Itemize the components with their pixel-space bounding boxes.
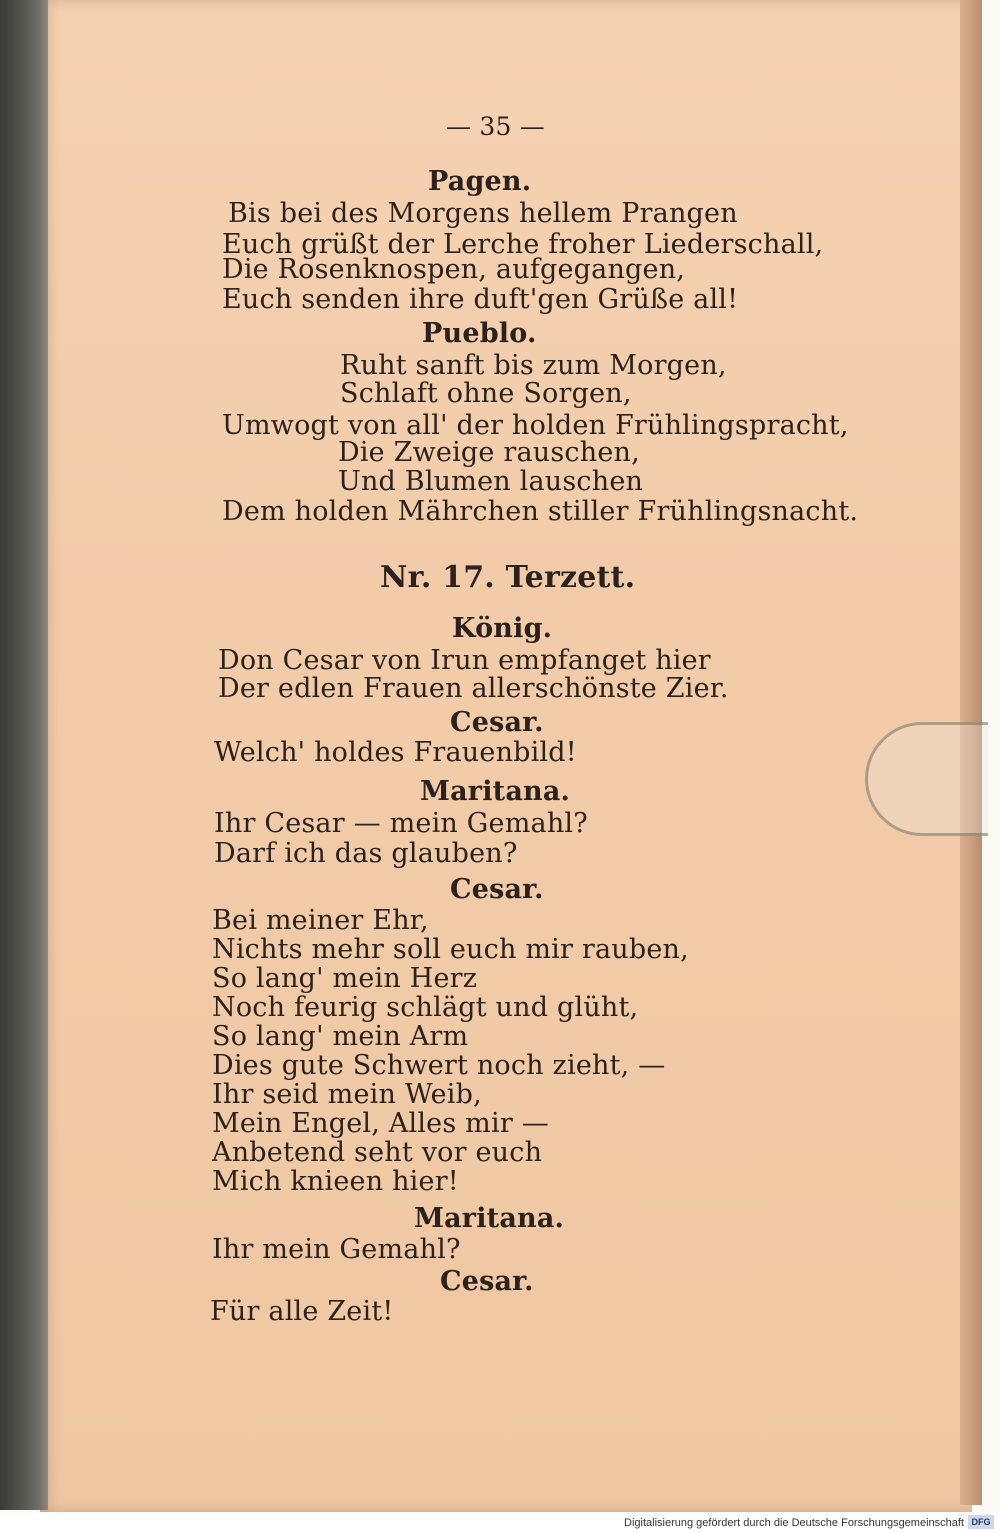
verse-line: Nichts mehr soll euch mir rauben, bbox=[212, 934, 689, 965]
section-heading: Nr. 17. Terzett. bbox=[380, 560, 636, 595]
verse-line: Welch' holdes Frauenbild! bbox=[214, 737, 577, 768]
speaker-cesar: Cesar. bbox=[450, 874, 544, 905]
verse-line: Euch grüßt der Lerche froher Liederschall, bbox=[222, 229, 824, 260]
book-binding bbox=[0, 0, 48, 1510]
page-number: — 35 — bbox=[446, 112, 545, 141]
verse-line: Bei meiner Ehr, bbox=[212, 905, 429, 936]
verse-line: Anbetend seht vor euch bbox=[212, 1137, 543, 1168]
page-clip bbox=[865, 722, 988, 836]
verse-line: Die Zweige rauschen, bbox=[338, 437, 640, 468]
verse-line: Schlaft ohne Sorgen, bbox=[340, 378, 632, 409]
verse-line: So lang' mein Herz bbox=[212, 963, 478, 994]
verse-line: Umwogt von all' der holden Frühlingspracht, bbox=[222, 410, 849, 441]
speaker-maritana: Maritana. bbox=[420, 776, 571, 807]
verse-line: Die Rosenknospen, aufgegangen, bbox=[222, 254, 686, 285]
verse-line: Mich knieen hier! bbox=[212, 1166, 459, 1197]
verse-line: Ihr mein Gemahl? bbox=[212, 1234, 461, 1265]
verse-line: Noch feurig schlägt und glüht, bbox=[212, 992, 639, 1023]
verse-line: Dem holden Mährchen stiller Frühlingsnacht. bbox=[222, 496, 859, 527]
verse-line: Ihr seid mein Weib, bbox=[212, 1079, 482, 1110]
speaker-pueblo: Pueblo. bbox=[422, 318, 537, 349]
speaker-pagen: Pagen. bbox=[428, 166, 532, 197]
dfg-logo-icon: DFG bbox=[968, 1515, 994, 1529]
verse-line: Mein Engel, Alles mir — bbox=[212, 1108, 549, 1139]
verse-line: Der edlen Frauen allerschönste Zier. bbox=[218, 673, 729, 704]
verse-line: Ihr Cesar — mein Gemahl? bbox=[214, 808, 588, 839]
speaker-cesar: Cesar. bbox=[440, 1266, 534, 1297]
verse-line: Für alle Zeit! bbox=[210, 1296, 394, 1327]
verse-line: Ruht sanft bis zum Morgen, bbox=[340, 350, 727, 381]
verse-line: So lang' mein Arm bbox=[212, 1021, 469, 1052]
verse-line: Und Blumen lauschen bbox=[338, 466, 644, 497]
verse-line: Darf ich das glauben? bbox=[214, 838, 518, 869]
speaker-cesar: Cesar. bbox=[450, 707, 544, 738]
speaker-maritana: Maritana. bbox=[414, 1203, 565, 1234]
verse-line: Dies gute Schwert noch zieht, — bbox=[212, 1050, 666, 1081]
speaker-koenig: König. bbox=[452, 613, 553, 644]
verse-line: Bis bei des Morgens hellem Prangen bbox=[228, 198, 738, 229]
footer-credit: Digitalisierung gefördert durch die Deutsche Forschungsgemeinschaft bbox=[624, 1517, 964, 1529]
verse-line: Euch senden ihre duft'gen Grüße all! bbox=[222, 284, 739, 315]
verse-line: Don Cesar von Irun empfanget hier bbox=[218, 645, 711, 676]
